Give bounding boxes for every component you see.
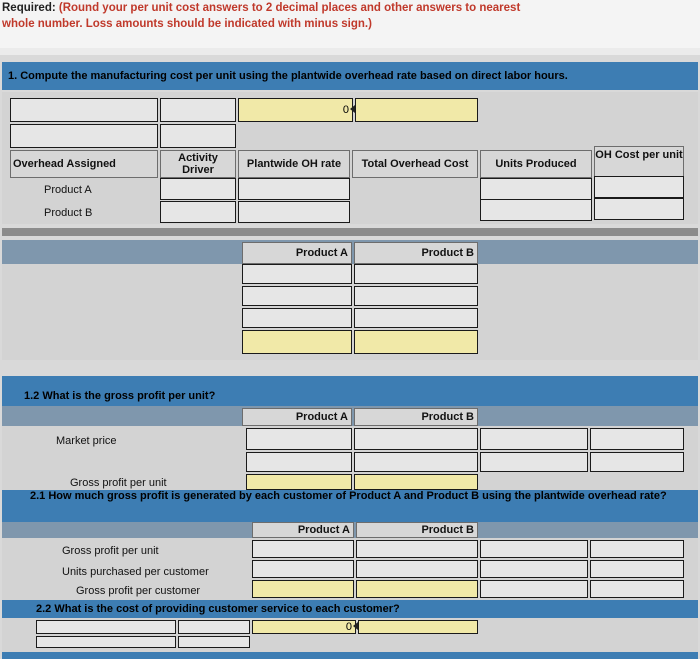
gross-profit-a-input[interactable]	[246, 474, 352, 490]
cost-b-total[interactable]	[354, 330, 478, 354]
q2-1-title-bar	[2, 490, 698, 522]
q1-label-input-1[interactable]	[10, 98, 158, 122]
q2-1-d-row1[interactable]	[590, 540, 684, 558]
q1-2-title-bar	[2, 376, 698, 406]
header-plantwide-oh-rate: Plantwide OH rate	[238, 150, 350, 178]
cost-b-row1[interactable]	[354, 264, 478, 284]
header-activity-driver: Activity Driver	[160, 150, 236, 178]
q2-1-c-row1[interactable]	[480, 540, 588, 558]
cost-a-row2[interactable]	[242, 286, 352, 306]
cost-a-total[interactable]	[242, 330, 352, 354]
q2-1-d-row3[interactable]	[590, 580, 684, 598]
q2-1-title: 2.1 How much gross profit is generated by each customer of Product A and Product B using the plantwide overhead rate?	[30, 490, 667, 502]
q1-total-value[interactable]: 0	[238, 98, 353, 122]
q2-1-gross-profit-unit-label: Gross profit per unit	[62, 545, 159, 557]
cost-b-row2[interactable]	[354, 286, 478, 306]
gross-profit-customer-label: Gross profit per customer	[76, 585, 201, 597]
q2-2-title-bar	[2, 600, 698, 618]
cost-a-row3[interactable]	[242, 308, 352, 328]
header-total-overhead-cost: Total Overhead Cost	[352, 150, 478, 178]
market-price-c-input[interactable]	[480, 428, 588, 450]
q1-2-a-row2[interactable]	[246, 452, 352, 472]
units-purchased-a-input[interactable]	[252, 560, 354, 578]
q2-1-b-row1[interactable]	[356, 540, 478, 558]
market-price-d-input[interactable]	[590, 428, 684, 450]
cost-header-product-b: Product B	[354, 242, 478, 264]
cost-header-product-a: Product A	[242, 242, 352, 264]
row-label-product-b: Product B	[44, 207, 93, 219]
q2-2-value[interactable]: 0	[252, 620, 356, 634]
q2-1-a-row1[interactable]	[252, 540, 354, 558]
q2-1-c-row2[interactable]	[480, 560, 588, 578]
oh-cost-unit-a-input[interactable]	[594, 176, 684, 198]
q2-1-header-product-b: Product B	[356, 522, 478, 538]
q2-2-yellow-input[interactable]	[358, 620, 478, 634]
required-label: Required:	[2, 2, 56, 14]
rounding-instructions: (Round your per unit cost answers to 2 decimal places and other answers to nearest	[58, 2, 521, 14]
q2-2-title: 2.2 What is the cost of providing customer service to each customer?	[36, 603, 400, 615]
header-overhead-assigned: Overhead Assigned	[10, 150, 158, 178]
activity-driver-b-input[interactable]	[160, 201, 236, 223]
cost-b-row3[interactable]	[354, 308, 478, 328]
q1-yellow-input[interactable]	[355, 98, 478, 122]
q2-2-label-input-1[interactable]	[36, 620, 176, 634]
q1-label-input-2[interactable]	[10, 124, 158, 148]
q2-2-input-2b[interactable]	[178, 636, 250, 648]
q1-title-bar	[2, 62, 698, 90]
market-price-b-input[interactable]	[354, 428, 478, 450]
plantwide-rate-a-input[interactable]	[238, 178, 350, 200]
units-purchased-b-input[interactable]	[356, 560, 478, 578]
market-price-label: Market price	[56, 435, 117, 447]
q2-1-c-row3[interactable]	[480, 580, 588, 598]
q1-2-header-product-b: Product B	[354, 408, 478, 426]
units-produced-b-input[interactable]	[480, 199, 592, 221]
activity-driver-a-input[interactable]	[160, 178, 236, 200]
bottom-bar	[2, 652, 698, 659]
oh-cost-unit-b-input[interactable]	[594, 198, 684, 220]
loss-instructions: whole number. Loss amounts should be indicated with minus sign.)	[2, 18, 372, 30]
separator-bar	[2, 228, 698, 236]
q1-2-c-row2[interactable]	[480, 452, 588, 472]
q2-2-input-1b[interactable]	[178, 620, 250, 634]
market-price-a-input[interactable]	[246, 428, 352, 450]
units-produced-a-input[interactable]	[480, 178, 592, 200]
instructions-line-1	[2, 2, 520, 14]
gross-profit-b-input[interactable]	[354, 474, 478, 490]
header-oh-cost-per-unit: OH Cost per unit	[594, 146, 684, 178]
q1-input-2b[interactable]	[160, 124, 236, 148]
q2-2-label-input-2[interactable]	[36, 636, 176, 648]
plantwide-rate-b-input[interactable]	[238, 201, 350, 223]
q1-title: 1. Compute the manufacturing cost per unit using the plantwide overhead rate based on direct labor hours.	[8, 70, 568, 82]
header-units-produced: Units Produced	[480, 150, 592, 178]
q2-1-d-row2[interactable]	[590, 560, 684, 578]
q1-2-title: 1.2 What is the gross profit per unit?	[24, 390, 216, 402]
gross-profit-per-unit-label: Gross profit per unit	[70, 477, 167, 489]
q1-2-b-row2[interactable]	[354, 452, 478, 472]
cost-a-row1[interactable]	[242, 264, 352, 284]
q1-2-d-row2[interactable]	[590, 452, 684, 472]
q1-2-header-product-a: Product A	[242, 408, 352, 426]
row-label-product-a: Product A	[44, 184, 92, 196]
units-purchased-label: Units purchased per customer	[62, 566, 209, 578]
gross-profit-customer-a-input[interactable]	[252, 580, 354, 598]
q2-1-header-product-a: Product A	[252, 522, 354, 538]
q1-input-1b[interactable]	[160, 98, 236, 122]
gross-profit-customer-b-input[interactable]	[356, 580, 478, 598]
